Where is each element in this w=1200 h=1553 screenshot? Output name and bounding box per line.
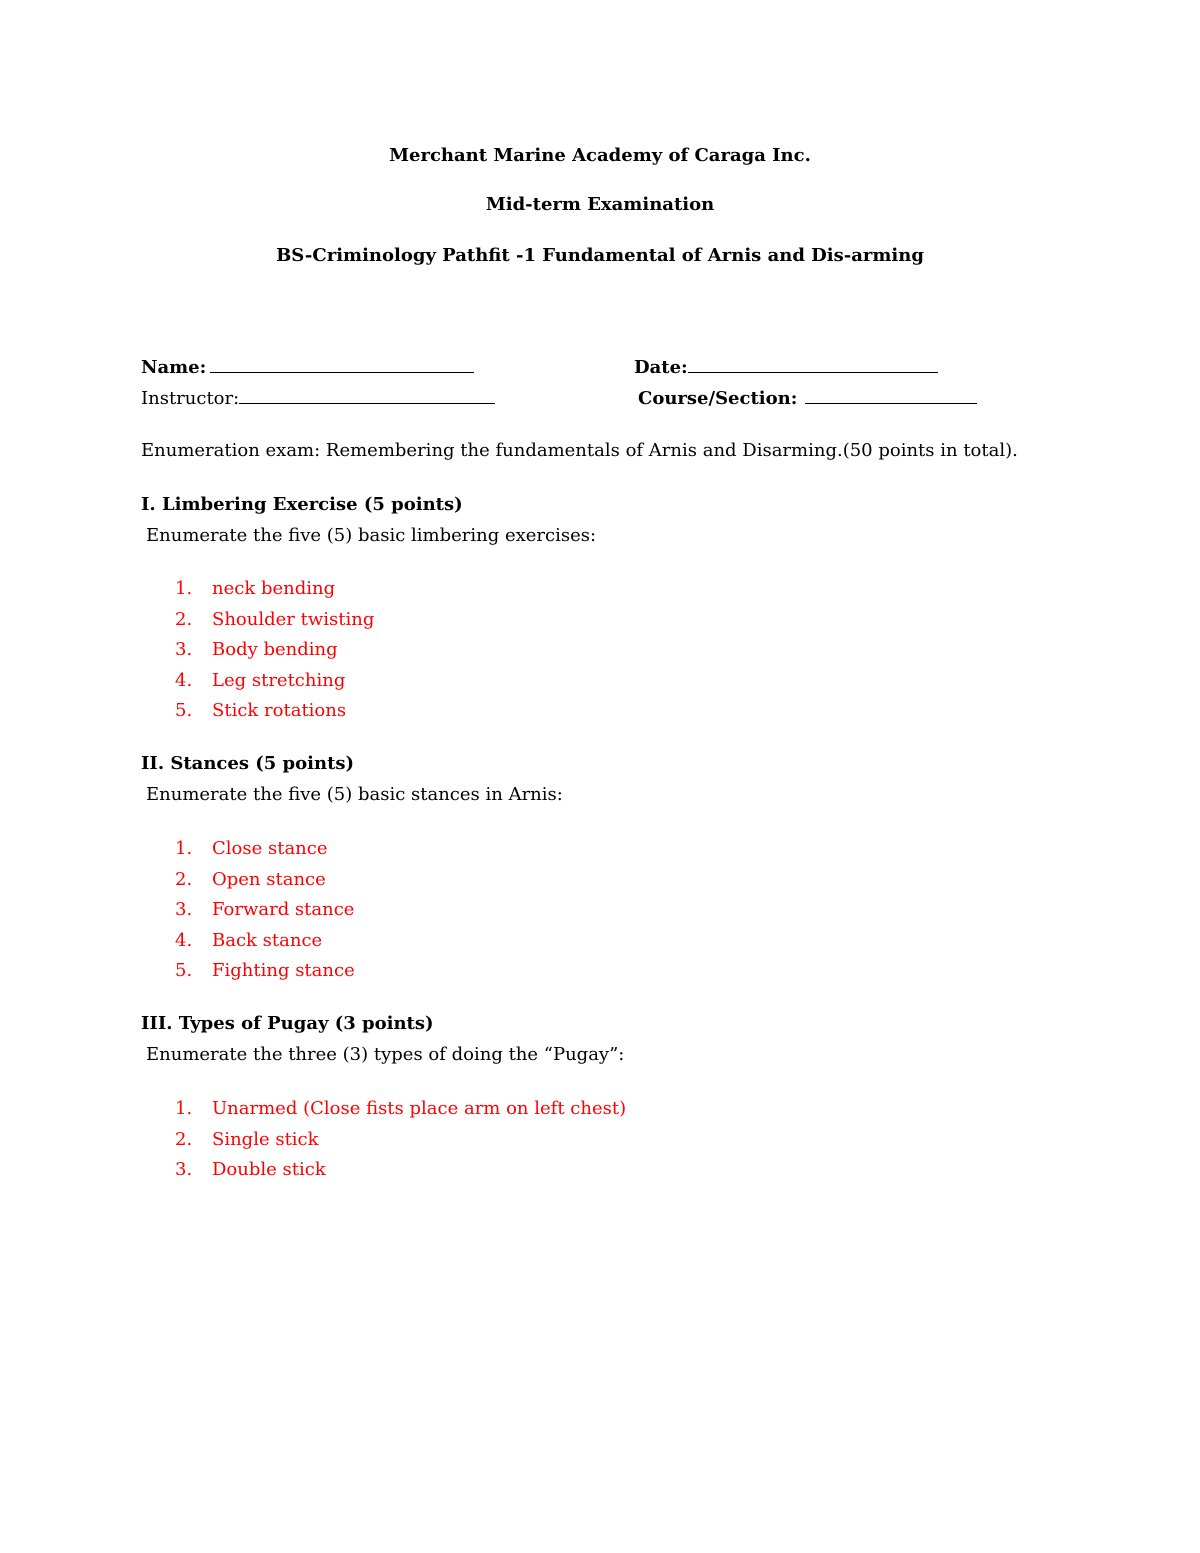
answer-number: 1. [175, 838, 193, 859]
course-section-blank[interactable] [805, 385, 977, 404]
answer-number: 2. [175, 1128, 193, 1150]
section-instruction: Enumerate the three (3) types of doing the “Pugay”: [146, 1044, 625, 1065]
answer-number: 5. [175, 960, 193, 981]
instructor-blank[interactable] [239, 385, 495, 404]
section-heading: II. Stances (5 points) [141, 753, 355, 774]
name-field [141, 354, 474, 380]
answer-number: 2. [175, 608, 193, 630]
answer-number: 5. [175, 700, 193, 721]
answer-number: 1. [175, 578, 193, 599]
answer-number: 1. [175, 1098, 193, 1119]
answer-text: Body bending [212, 639, 338, 660]
answer-text: Close stance [212, 838, 328, 859]
date-field [634, 354, 938, 380]
section-instruction: Enumerate the five (5) basic limbering exercises: [146, 525, 597, 546]
answer-text: Back stance [212, 929, 323, 951]
course-title: BS-Criminology Pathfit -1 Fundamental of Arnis and Dis-arming [276, 245, 924, 266]
answer-text: Fighting stance [212, 960, 355, 981]
answer-number: 3. [175, 1159, 193, 1180]
answer-text: Single stick [212, 1128, 319, 1150]
answer-text: Open stance [212, 868, 326, 890]
answer-text: Double stick [212, 1159, 326, 1180]
answer-number: 4. [175, 669, 193, 691]
answer-number: 3. [175, 639, 193, 660]
section-heading: III. Types of Pugay (3 points) [141, 1013, 434, 1034]
exam-title: Mid-term Examination [485, 194, 715, 215]
institution-name: Merchant Marine Academy of Caraga Inc. [389, 145, 811, 166]
answer-text: Leg stretching [212, 669, 346, 691]
instructor-field [141, 385, 495, 411]
answer-number: 4. [175, 929, 193, 951]
answer-text: Stick rotations [212, 700, 347, 721]
name-label: Name: [141, 357, 207, 378]
date-blank[interactable] [688, 354, 938, 373]
name-blank[interactable] [210, 354, 474, 373]
answer-text: Unarmed (Close fists place arm on left chest) [212, 1098, 627, 1119]
answer-number: 3. [175, 899, 193, 920]
answer-text: Forward stance [212, 899, 355, 920]
exam-intro: Enumeration exam: Remembering the fundamentals of Arnis and Disarming.(50 points in total). [141, 440, 1018, 461]
instructor-label: Instructor: [141, 388, 240, 409]
section-instruction: Enumerate the five (5) basic stances in Arnis: [146, 784, 563, 805]
date-label: Date: [634, 357, 688, 378]
answer-number: 2. [175, 868, 193, 890]
course-section-field [638, 385, 977, 411]
course-section-label: Course/Section: [638, 388, 798, 409]
section-heading: I. Limbering Exercise (5 points) [141, 494, 463, 515]
answer-text: Shoulder twisting [212, 608, 375, 630]
answer-text: neck bending [212, 578, 336, 599]
